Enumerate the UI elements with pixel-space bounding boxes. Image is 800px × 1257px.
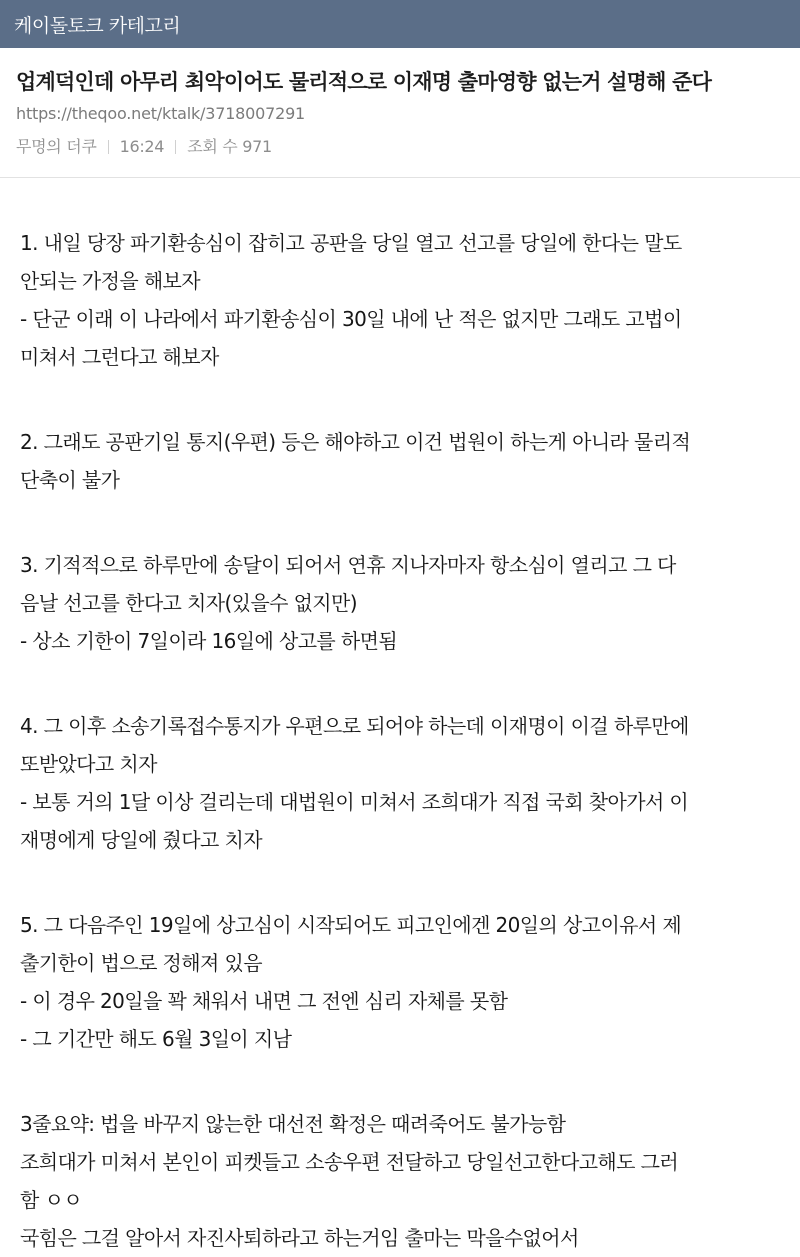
- paragraph-1: [20, 224, 780, 376]
- paragraph-2: [20, 423, 780, 499]
- post-time: 16:24: [119, 137, 165, 156]
- body-line: 국힘은 그걸 알아서 자진사퇴하라고 하는거임 출마는 막을수없어서: [20, 1226, 579, 1250]
- summary-paragraph: [20, 1105, 780, 1257]
- body-line: - 그 기간만 해도 6월 3일이 지남: [20, 1027, 292, 1051]
- body-line: 조희대가 미쳐서 본인이 피켓들고 소송우편 전달하고 당일선고한다고해도 그러: [20, 1150, 679, 1174]
- body-line: - 이 경우 20일을 꽉 채워서 내면 그 전엔 심리 자체를 못함: [20, 989, 508, 1013]
- body-line: 함 ㅇㅇ: [20, 1188, 82, 1212]
- body-line: - 보통 거의 1달 이상 걸리는데 대법원이 미쳐서 조희대가 직접 국회 찾아가서 이: [20, 790, 689, 814]
- post-body: [0, 179, 800, 1257]
- post-title: 업계덕인데 아무리 최악이어도 물리적으로 이재명 출마영향 없는거 설명해 준다: [16, 70, 712, 94]
- meta-divider: [108, 140, 109, 154]
- category-header-bar[interactable]: [0, 0, 800, 48]
- body-line: - 단군 이래 이 나라에서 파기환송심이 30일 내에 난 적은 없지만 그래도 고법이: [20, 307, 682, 331]
- body-line: 미쳐서 그런다고 해보자: [20, 345, 219, 369]
- body-line: 1. 내일 당장 파기환송심이 잡히고 공판을 당일 열고 선고를 당일에 한다는 말도: [20, 231, 682, 255]
- body-line: 2. 그래도 공판기일 통지(우편) 등은 해야하고 이건 법원이 하는게 아니라 물리적: [20, 430, 691, 454]
- meta-divider: [175, 140, 176, 154]
- body-line: 4. 그 이후 소송기록접수통지가 우편으로 되어야 하는데 이재명이 이걸 하루만에: [20, 714, 689, 738]
- post-author: 무명의 더쿠: [16, 137, 97, 156]
- category-title[interactable]: 케이돌토크 카테고리: [14, 14, 181, 37]
- paragraph-4: [20, 707, 780, 859]
- body-line: 재명에게 당일에 줬다고 치자: [20, 828, 262, 852]
- body-line: 3줄요약: 법을 바꾸지 않는한 대선전 확정은 때려죽어도 불가능함: [20, 1112, 566, 1136]
- body-line: 단축이 불가: [20, 468, 120, 492]
- body-line: 5. 그 다음주인 19일에 상고심이 시작되어도 피고인에겐 20일의 상고이유서 제: [20, 913, 682, 937]
- body-line: 음날 선고를 한다고 치자(있을수 없지만): [20, 591, 357, 615]
- post-header: [0, 48, 800, 178]
- post-url-link[interactable]: https://theqoo.net/ktalk/3718007291: [16, 104, 306, 123]
- body-line: 안되는 가정을 해보자: [20, 269, 200, 293]
- paragraph-5: [20, 906, 780, 1058]
- body-line: - 상소 기한이 7일이라 16일에 상고를 하면됨: [20, 629, 398, 653]
- paragraph-3: [20, 546, 780, 660]
- post-view-count: 조회 수 971: [187, 137, 272, 156]
- post-meta: [16, 136, 784, 158]
- body-line: 출기한이 법으로 정해져 있음: [20, 951, 262, 975]
- body-line: 3. 기적적으로 하루만에 송달이 되어서 연휴 지나자마자 항소심이 열리고 그 다: [20, 553, 676, 577]
- body-line: 또받았다고 치자: [20, 752, 157, 776]
